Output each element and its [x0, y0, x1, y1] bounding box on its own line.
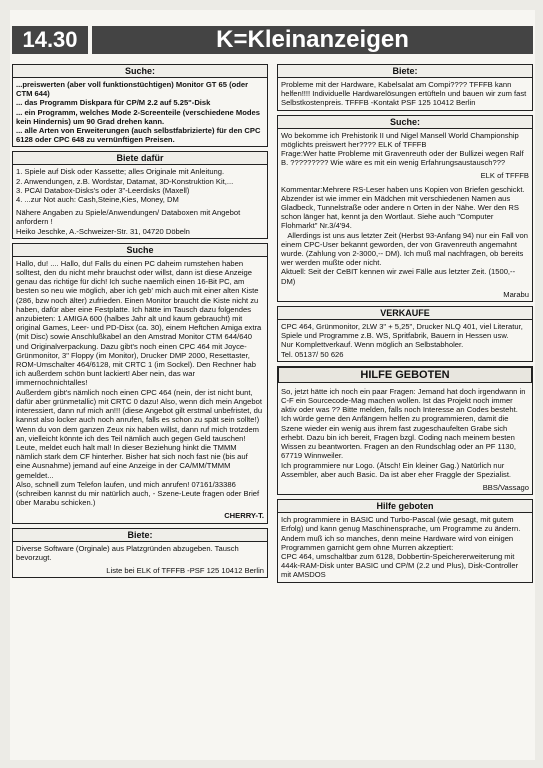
page-number: 14.30: [12, 26, 88, 54]
ad-heading: Biete:: [278, 65, 532, 78]
ad-text: CPC 464, Grünmonitor, 2LW 3" + 5,25", Drucker NLQ 401, viel Literatur, Spiele und Programme z.B. WS, Spritfabrik, Bauern in Hessen usw. Nur Komplettverkauf. Wenn möglich an Selbstabholer. Tel. 05137/ 50 626: [281, 322, 523, 359]
ad-text: ...preiswerten (aber voll funktionstüchtigen) Monitor GT 65 (oder CTM 644) ... das Programm Diskpara für CP/M 2.2 auf 5.25"-Disk ... ein Programm, welches Mode 2-Screenteile (verschiedene Modes kein Hindernis) um 90 Grad drehen kann. ... alle Arten von Erweiterungen (auch selbstfabrizierte) für den CPC 6128 oder CPC 648 zu vernünftigen Preisen.: [16, 80, 261, 145]
ad-signature: CHERRY-T.: [224, 511, 264, 521]
ad-heading: Biete:: [13, 529, 267, 542]
ad-text: So, jetzt hätte ich noch ein paar Fragen: Jemand hat doch irgendwann in C-F ein Sourcecode-Mag machen wollen. Ist das Projekt noch immer aktiv oder was ?? Bitte melden, falls noch Interesse an Codes besteht. Ich würde gerne den Anfängern helfen zu programmieren, damit die Szene wieder ein wenig aus ihrem fast zugeschaufelten Grabe sich erhebt. Dazu bin ich bereit, Fragen bzgl. Coding nach meinem besten Wissen zu beantworten. Fragen an den Rundschlag oder an PF 1130, 67719 Winnweiler. Ich programmiere nur Logo. (Ätsch! Ein kleiner Gag.) Natürlich nur Assembler, aber auch Basic. Da ist aber eher Fraggle der Spezialist.: [281, 386, 526, 479]
ad-suche-monitor: [12, 64, 268, 147]
ad-heading: Suche:: [278, 116, 532, 129]
ad-text: Hallo, du! .... Hallo, du! Falls du einen PC daheim rumstehen haben solltest, den du nicht mehr brauchst oder willst, dann ist diese Anzeige genau das richtige für dich! Ich suche naemlich einen 16-Bit PC, am besten so neu wie möglich, aber ich geb' mich auch mit einer alten Kiste (286, bzw noch älter) zufrieden. Einen Monitor braucht die Kiste nicht zu haben, dafür aber eine Festplatte. Ich hätte im Tausch dazu folgendes anzubieten: 1 AMIGA 600 (halbes Jahr alt und kaum gebraucht) mit original Games, Leer- und PD-Disx (ca. 30), einem Heftchen Amiga extra (mit Disc) sowie Anschlußkabel an den Amstrad Monitor CTM 644/640 und Originalverpackung. Dazu gibt's noch einen CPC 464 mit Joyce-Grünmonitor, 3" Floppy (im Monitor), Drucker DMP 2000, Resettaster, ROM-Umschalter 464/6128, mit CRTC 1 (im Sockel). Den Rechner hab ich außerdem schön bunt lackiert! Aber nein, das war immernochnichtalles! Außerdem gibt's nämlich noch einen CPC 464 (nein, der ist nicht bunt, dafür aber grünmetallic) mit CRTC 0 dazu! Also, wenn dich mein Angebot interessiert, dann ruf mich an!!! (diese Angebot gilt erstmal unbefristet, du kannst also locker auch noch anrufen, falls es schon zu spät sein sollte!) Wenn du von dem ganzen Zeux nix haben willst, dann ruf mich trotzdem an, vielleicht könnte ich des Teil nämlich auch gegen Geld tauschen! Leute, meldet euch halt mal! In dieser Beziehung hinkt die TMMM nämlich stark dem CF hinterher. Bisher hat sich noch fast nie (bis auf eine Ausnahme) jemand auf eine Anzeige in der CA/MM/TMMM gemeldet... Also, schnell zum Telefon laufen, und mich anrufen! 07161/33386 (schreiben kannst du mir natürlich auch, - Szene-Leute fragen oder Brief über Marabu schicken.): [16, 258, 263, 508]
ad-heading-large: HILFE GEBOTEN: [278, 367, 532, 383]
ad-contact: Nähere Angaben zu Spiele/Anwendungen/ Databoxen mit Angebot anfordern ! Heiko Jeschke, A.-Schweizer-Str. 31, 04720 Döbeln: [16, 208, 241, 236]
ad-suche-games: [277, 115, 533, 302]
page-title: K=Kleinanzeigen: [92, 26, 533, 54]
ad-biete-dafuer: [12, 151, 268, 238]
ad-hilfe-geboten-2: [277, 499, 533, 582]
ad-list: 1. Spiele auf Disk oder Kassette; alles Originale mit Anleitung. 2. Anwendungen, z.B. Wordstar, Datamat, 3D-Konstruktion Kit,... 3. PCAI Databox-Disks's oder 3"-Leerdisks (Maxell) 4. ...zur Not auch: Cash,Steine,Kies, Money, DM: [16, 167, 234, 205]
ad-biete-hardware: [277, 64, 533, 111]
ad-text: Diverse Software (Orginale) aus Platzgründen abzugeben. Tausch bevorzugt.: [16, 543, 241, 562]
left-column: [12, 64, 268, 582]
magazine-page: [10, 10, 535, 760]
ad-verkaufe: [277, 306, 533, 362]
ad-heading: VERKAUFE: [278, 307, 532, 320]
page-header: [12, 26, 533, 54]
ad-signature: Liste bei ELK of TFFFB -PSF 125 10412 Berlin: [106, 565, 264, 575]
ad-heading: Biete dafür: [13, 152, 267, 165]
ad-comment-signature: Marabu: [503, 289, 529, 299]
ad-comment: Kommentar:Mehrere RS-Leser haben uns Kopien von Briefen geschickt. Abzender ist wie immer ein Mädchen mit verschiedenen Namen aus Gladbeck, Tunnelstraße oder andere n Orten in der Nähe. Wer den RS schon länger hat, kennt ja den Wortlaut. Siehe auch "Computer Flohmarkt" Nr.3/4'94. Allerdings ist uns aus letzter Zeit (Herbst 93-Anfang 94) nur ein Fall von einem CPC-User bekannt geworden, der von Gravenreuth angemahnt wurde. (Zahlung von 2-3000,-- DM). Ich muß mal nachfragen, ob bereits wer werden mußte oder nicht. Aktuell: Seit der CeBIT kennen wir zwei Fälle aus letzter Zeit. (1500,--DM): [281, 184, 528, 286]
ad-text: Probleme mit der Hardware, Kabelsalat am Compi???? TFFFB kann helfen!!!! Individuelle Hardwarelösungen ertüfteln und bauen wir zum fast Selbstkostenpreis. TFFFB -Kontakt PSF 125 10412 Berlin: [281, 80, 529, 108]
right-column: [277, 64, 533, 587]
ad-text: Wo bekomme ich Prehistorik II und Nigel Mansell World Championship möglichts preiswert her???? ELK of TFFFB Frage:Wer hatte Probleme mit Gravenreuth oder der Bullizei wegen Ralf B. ????????? Wie wäre es mit ein wenig Erfahrungsaustausch???: [281, 130, 524, 168]
ad-biete-software: [12, 528, 268, 579]
ad-text: Ich programmiere in BASIC und Turbo-Pascal (wie gesagt, mit gutem Erfolg) und kann genug Maschinensprache, um Programme zu ändern. Andem muß ich so manches, denn meine Hardware wird von einigen Programmen garnicht gem ohne Murren akzeptiert: CPC 464, umschaltbar zum 6128, Dobbertin-Speichererweiterung mit 444k-RAM-Disk unter BASIC und CP/M (2.2 und Plus), Disk-Controller mit AMSDOS: [281, 515, 521, 580]
ad-signature: ELK of TFFFB: [480, 171, 529, 181]
ad-suche-pc: [12, 243, 268, 524]
ad-heading: Suche: [13, 244, 267, 257]
ad-heading: Hilfe geboten: [278, 500, 532, 513]
ad-hilfe-geboten: [277, 366, 533, 495]
ad-heading: Suche:: [13, 65, 267, 78]
ad-signature: BBS/Vassago: [482, 482, 529, 492]
